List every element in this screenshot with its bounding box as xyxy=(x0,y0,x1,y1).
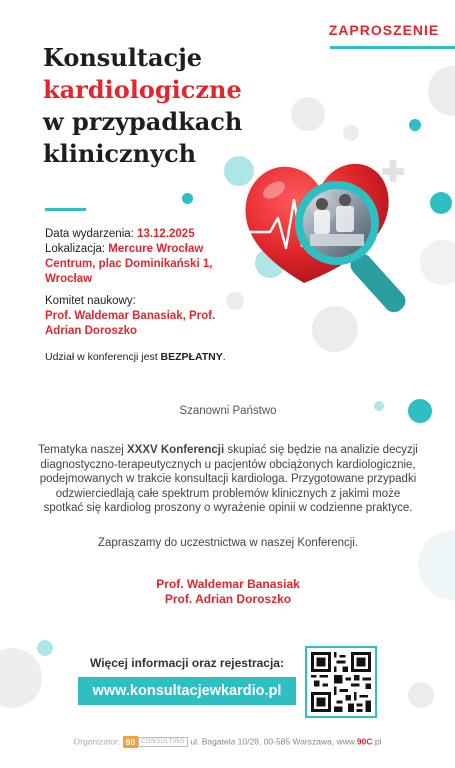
committee-label: Komitet naukowy: xyxy=(45,295,136,307)
decor-bubble xyxy=(37,640,53,656)
event-date xyxy=(45,227,265,242)
free-participation-end: . xyxy=(222,351,226,363)
footer-address xyxy=(190,736,381,746)
letter-paragraph-bold: XXXV Konferencji xyxy=(127,444,225,456)
footer-address-text: ul. Bagatela 10/28, 00-585 Warszawa, www. xyxy=(190,736,357,747)
decor-bubble xyxy=(343,125,359,141)
letter-paragraph xyxy=(36,443,420,516)
letter-paragraph-rest: skupiać się będzie na analizie decyzji diagnostyczno-terapeutycznych u pacjentów obciążonych kardiologicznie, podejmowanych w trakcie konsultacji kardiologa. Przygotowane przypadki odzwierciedlają całe spektrum problemów klinicznych z jakimi może spotkać się kardiolog proszony o wyrażenie opinii w codzienne praktyce. xyxy=(39,444,418,515)
title-line-4: klinicznych xyxy=(43,139,197,168)
title-divider xyxy=(45,208,86,211)
title-line-3: w przypadkach xyxy=(43,107,243,136)
event-date-label: Data wydarzenia: xyxy=(45,228,138,240)
decor-bubble xyxy=(291,97,325,131)
registration-label: Więcej informacji oraz rejestracja: xyxy=(90,656,284,670)
footer-web-bold: 90C xyxy=(356,736,373,747)
title-line-2: kardiologiczne xyxy=(43,75,242,104)
letter-signer-1: Prof. Waldemar Banasiak xyxy=(156,577,300,591)
event-date-value: 13.12.2025 xyxy=(137,228,195,240)
decor-bubble xyxy=(428,66,455,116)
decor-bubble xyxy=(182,193,193,204)
plus-icon xyxy=(382,160,404,182)
free-participation-text: Udział w konferencji jest xyxy=(45,351,161,363)
letter-greeting: Szanowni Państwo xyxy=(179,405,277,417)
qr-code-icon xyxy=(311,652,371,712)
committee-members: Prof. Waldemar Banasiak, Prof. Adrian Doroszko xyxy=(45,310,216,337)
event-location-value: Mercure Wrocław Centrum, plac Dominikański 1, Wrocław xyxy=(45,243,213,285)
decor-bubble xyxy=(0,648,42,708)
letter-signer-2: Prof. Adrian Doroszko xyxy=(164,592,292,606)
footer-organizer-label: Organizator: xyxy=(73,736,121,747)
invitation-badge: ZAPROSZENIE xyxy=(328,22,440,38)
footer-web-end: .pl xyxy=(372,736,382,747)
event-location-label: Lokalizacja: xyxy=(45,243,109,255)
qr-code[interactable] xyxy=(305,646,377,718)
free-participation xyxy=(45,350,305,365)
event-location xyxy=(45,242,240,287)
magnifier-icon xyxy=(295,181,410,316)
registration-url-link[interactable]: www.konsultacjewkardio.pl xyxy=(78,677,296,705)
letter-invite: Zapraszamy do uczestnictwa w naszej Konferencji. xyxy=(97,537,359,549)
free-participation-value: BEZPŁATNY xyxy=(160,351,223,363)
title-line-1: Konsultacje xyxy=(43,43,203,72)
heart-magnifier-illustration xyxy=(232,148,452,318)
footer xyxy=(0,736,455,748)
letter-paragraph-start: Tematyka naszej xyxy=(38,444,127,456)
organizer-logo-number: 90 xyxy=(123,736,138,748)
decor-bubble xyxy=(409,119,421,131)
organizer-logo-text: CONSULTING xyxy=(138,737,188,747)
badge-underline xyxy=(330,46,455,49)
decor-bubble xyxy=(408,682,434,708)
